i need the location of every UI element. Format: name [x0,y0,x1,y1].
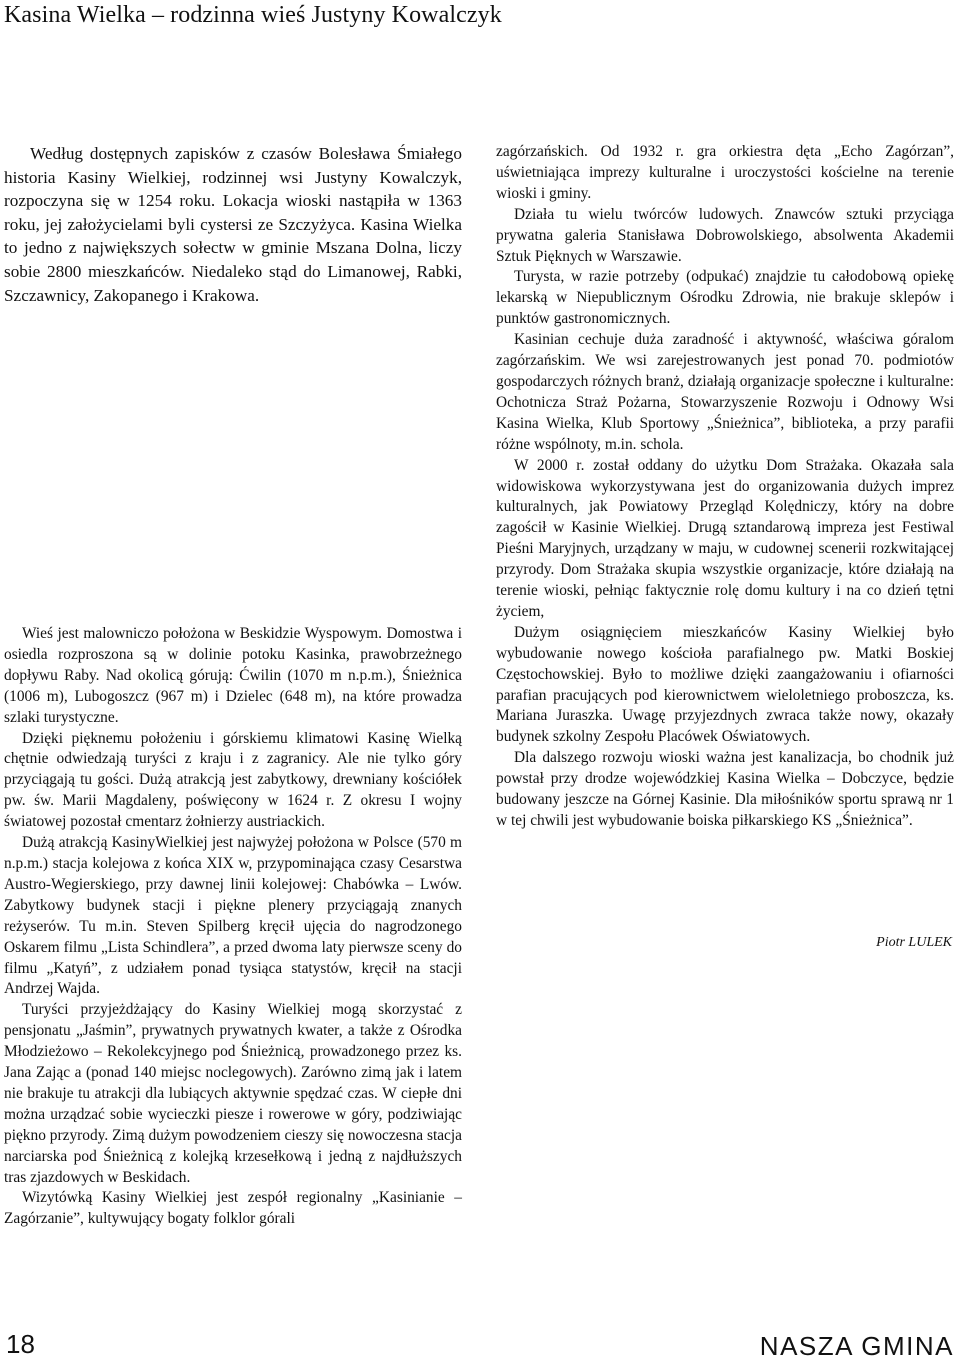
paragraph: Turyści przyjeżdżający do Kasiny Wielkiej mogą skorzystać z pensjonatu „Jaśmin”, prywatnych prywatnych kwater, a także z Ośrodka Młodzieżowo – Rekolekcyjnego pod Śnieżnicą, prowadzonego przez ks. Jana Zając a (ponad 140 miejsc noclegowych). Zarówno zimą jak i latem nie brakuje tu atrakcji dla lubiących aktywnie spędzać czas. W ciepłe dni można urządzać sobie wycieczki piesze i rowerowe w góry, podziwiając piękno przyrody. Zimą dużym powodzeniem cieszy się nowoczesna stacja narciarska pod Śnieżnicą z kolejką krzesełkową i jedną z najdłuższych tras zjazdowych w Beskidach. [4,1001,462,1186]
intro-section [4,142,462,307]
paragraph: Wieś jest malowniczo położona w Beskidzie Wyspowym. Domostwa i osiedla rozproszona są w dolinie potoku Kasinka, prawobrzeżnego dopływu Raby. Nad okolicą górują: Ćwilin (1070 m n.p.m.), Śnieżnica (1006 m), Lubogoszcz (967 m) i Dzielec (648 m), na które prowadza szlaki turystyczne. [4,625,462,726]
left-column [4,142,462,1228]
paragraph: Dużym osiągnięciem mieszkańców Kasiny Wielkiej było wybudowanie nowego kościoła parafialnego pw. Matki Boskiej Częstochowskiej. Było to możliwe dzięki zaangażowaniu i ofiarności parafian pracujących pod kierownictwem wieloletniego proboszcza, ks. Mariana Juraszka. Uwagę przyjezdnych zwraca także nowy, okazały budynek szkolny Zespołu Placówek Oświatowych. [496,623,954,746]
author-signature: Piotr LULEK [876,935,952,950]
right-body-text [496,142,954,832]
page-title: Kasina Wielka – rodzinna wieś Justyny Kowalczyk [4,2,502,28]
paragraph: Dużą atrakcją KasinyWielkiej jest najwyżej położona w Polsce (570 m n.p.m.) stacja kolejowa z końca XIX w, przypominająca czasy Cesarstwa Austro-Wegierskiego, przy dawnej linii kolejowej: Chabówka – Lwów. Zabytkowy budynek stacji i piękne plenery przyciągają znanych reżyserów. Tu m.in. Steven Spilberg kręcił ujęcia do nagrodzonego Oskarem filmu „Lista Schindlera”, a przed dwoma laty pierwsze sceny do filmu „Katyń”, z udziałem ponad tysiąca statystów, kręcił na stacji Andrzej Wajda. [4,834,462,998]
paragraph: Dla dalszego rozwoju wioski ważna jest kanalizacja, bo chodnik już powstał przy drodze wojewódzkiej Kasina Wielka – Dobczyce, będzie budowany jeszcze na Górnej Kasinie. Dla miłośników sportu sprawą nr 1 w tej chwili jest wybudowanie boiska piłkarskiego KS „Śnieżnica”. [496,749,954,829]
paragraph: W 2000 r. został oddany do użytku Dom Strażaka. Okazała sala widowiskowa wykorzystywana jest do organizowania dużych imprez kulturalnych, jak Powiatowy Przegląd Kolędniczy, który na dobre zagościł w Kasinie Wielkiej. Drugą sztandarową impreza jest Festiwal Pieśni Maryjnych, urządzany w maju, w cudownej scenerii rozkwitającej przyrody. Dom Strażaka skupia wszystkie organizacje, które działają na terenie wioski, pełniąc faktycznie rolę domu kultury i na co dzień tętni życiem, [496,456,954,620]
left-body-text [4,624,462,1230]
paragraph: Działa tu wielu twórców ludowych. Znawców sztuki przyciąga prywatna galeria Stanisława Dobrowolskiego, absolwenta Akademii Sztuk Pięknych w Warszawie. [496,205,954,265]
paragraph: Wizytówką Kasiny Wielkiej jest zespół regionalny „Kasinianie –Zagórzanie”, kultywujący bogaty folklor górali [4,1189,462,1228]
magazine-name: NASZA GMINA [759,1331,954,1361]
intro-paragraph: Według dostępnych zapisków z czasów Bolesława Śmiałego historia Kasiny Wielkiej, rodzinnej wsi Justyny Kowalczyk, rozpoczyna się w 1254 roku. Lokacja wioski nastąpiła w 1363 roku, jej założycielami byli cystersi ze Szczyżyca. Kasina Wielka to jedno z największych sołectw w gminie Mszana Dolna, liczy sobie 2800 mieszkańców. Niedaleko stąd do Limanowej, Rabki, Szczawnicy, Zakopanego i Krakowa. [4,144,462,305]
right-column [496,142,954,950]
page-number: 18 [6,1329,35,1359]
paragraph: Turysta, w razie potrzeby (odpukać) znajdzie tu całodobową opiekę lekarską w Niepublicznym Ośrodku Zdrowia, nie brakuje sklepów i punktów gastronomicznych. [496,268,954,328]
paragraph-continuation: zagórzańskich. Od 1932 r. gra orkiestra dęta „Echo Zagórzan”, uświetniająca imprezy kulturalne i uroczystości kościelne na terenie wioski i gminy. [496,143,954,202]
paragraph: Kasinian cechuje duża zaradność i aktywność, właściwa góralom zagórzańskim. We wsi zarejestrowanych jest ponad 70. podmiotów gospodarczych różnych branż, działają organizacje społeczne i kulturalne: Ochotnicza Straż Pożarna, Stowarzyszenie Rozwoju i Odnowy Wsi Kasina Wielka, Klub Sportowy „Śnieżnica”, biblioteka, a przy parafii różne wspólnoty, m.in. schola. [496,331,954,453]
paragraph: Dzięki pięknemu położeniu i górskiemu klimatowi Kasinę Wielką chętnie odwiedzają turyści z kraju i z zagranicy. Ale nie tylko góry przyciągają tu gości. Dużą atrakcją jest zabytkowy, drewniany kościółek pw. św. Marii Magdaleny, poświęcony w 1624 r. Z okresu I wojny światowej pozostał cmentarz żołnierzy austriackich. [4,729,462,831]
